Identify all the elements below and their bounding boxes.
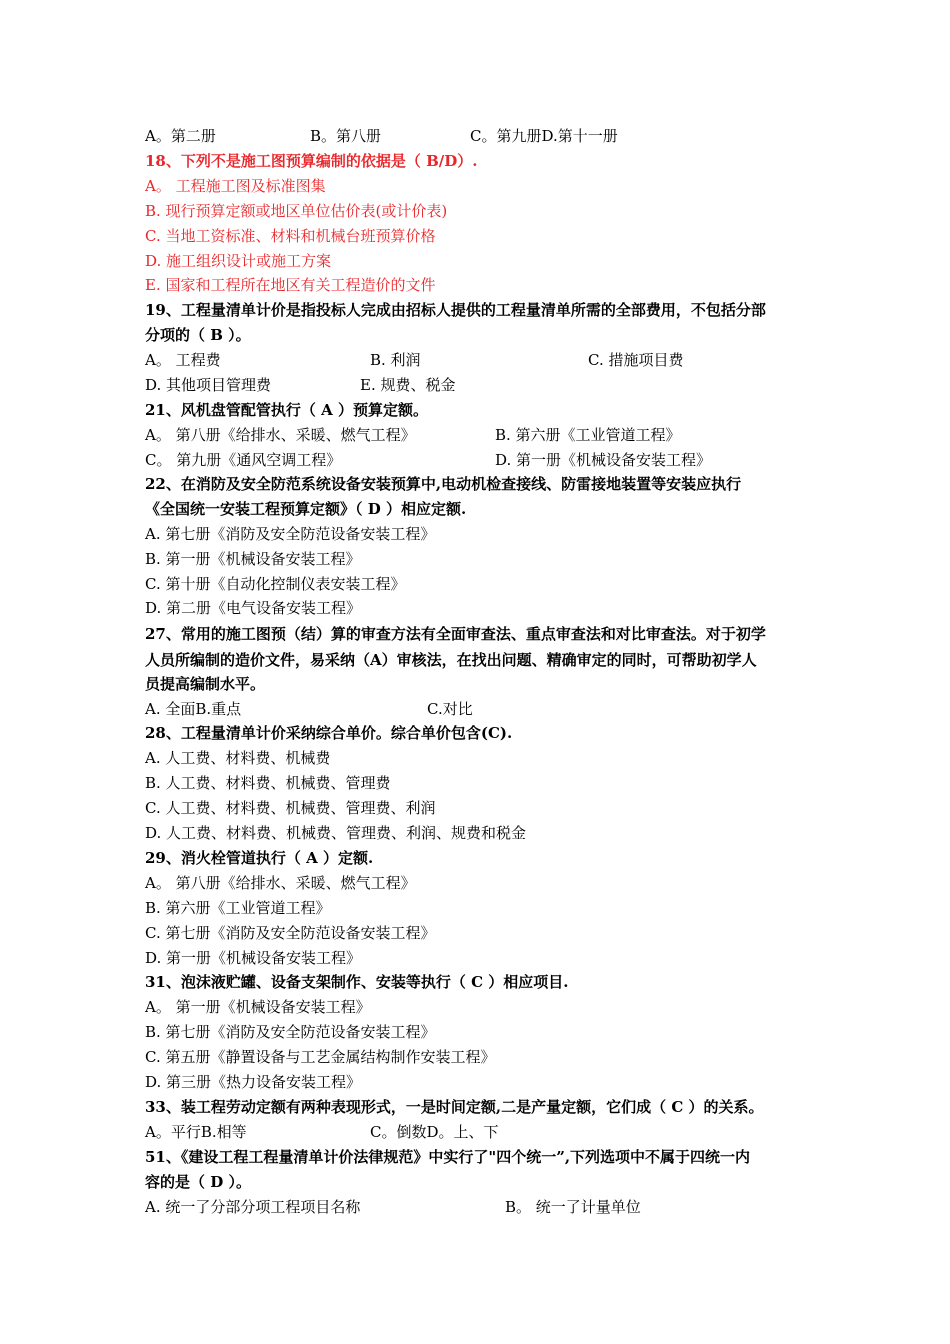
question-33: 33、装工程劳动定额有两种表现形式，一是时间定额,二是产量定额，它们成（ C ）的关系。	[145, 1098, 764, 1116]
q18-option-e: E. 国家和工程所在地区有关工程造价的文件	[145, 276, 436, 294]
q31-option-b: B. 第七册《消防及安全防范设备安装工程》	[145, 1023, 436, 1041]
option-c: C.对比	[427, 700, 473, 718]
q17-options	[145, 126, 618, 146]
q19-options-row1	[145, 350, 683, 370]
question-27-line3: 员提高编制水平。	[145, 675, 266, 693]
option-c: C。 第九册《通风空调工程》	[145, 451, 342, 469]
question-21: 21、风机盘管配管执行（ A ）预算定额。	[145, 401, 428, 419]
option-ab: A。平行B.相等	[145, 1123, 247, 1141]
q18-option-a: A。 工程施工图及标准图集	[145, 177, 326, 195]
question-18: 18、下列不是施工图预算编制的依据是（ B/D）.	[145, 152, 478, 170]
question-19-line2: 分项的（ B ）。	[145, 326, 251, 344]
option-a: A。 工程费	[145, 351, 221, 369]
question-31: 31、泡沫液贮罐、设备支架制作、安装等执行（ C ）相应项目.	[145, 973, 569, 991]
q29-option-b: B. 第六册《工业管道工程》	[145, 899, 331, 917]
q22-option-d: D. 第二册《电气设备安装工程》	[145, 599, 362, 617]
option-b: B。 统一了计量单位	[505, 1198, 641, 1216]
question-51-line1: 51、《建设工程工程量清单计价法律规范》中实行了"四个统一”,下列选项中不属于四统一内	[145, 1148, 751, 1166]
option-b: B. 利润	[370, 351, 421, 369]
q27-options	[145, 699, 473, 719]
q29-option-a: A。 第八册《给排水、采暖、燃气工程》	[145, 874, 416, 892]
question-51-line2: 容的是（ D ）。	[145, 1173, 251, 1191]
option-b: B。第八册	[310, 127, 382, 145]
q21-options-row1	[145, 425, 681, 445]
q31-option-a: A。 第一册《机械设备安装工程》	[145, 998, 371, 1016]
option-a: A。 第八册《给排水、采暖、燃气工程》	[145, 426, 416, 444]
q18-option-b: B. 现行预算定额或地区单位估价表(或计价表)	[145, 202, 448, 220]
q18-option-d: D. 施工组织设计或施工方案	[145, 252, 332, 270]
option-b: B. 第六册《工业管道工程》	[495, 426, 681, 444]
option-ab: A. 全面B.重点	[145, 700, 242, 718]
q18-option-c: C. 当地工资标准、材料和机械台班预算价格	[145, 227, 436, 245]
q28-option-c: C. 人工费、材料费、机械费、管理费、利润	[145, 799, 436, 817]
q31-option-c: C. 第五册《静置设备与工艺金属结构制作安装工程》	[145, 1048, 496, 1066]
q28-option-b: B. 人工费、材料费、机械费、管理费	[145, 774, 391, 792]
question-19-line1: 19、工程量清单计价是指投标人完成由招标人提供的工程量清单所需的全部费用，不包括分部	[145, 301, 766, 319]
q22-option-a: A. 第七册《消防及安全防范设备安装工程》	[145, 525, 436, 543]
question-27-line2: 人员所编制的造价文件，易采纳（A）审核法，在找出问题、精确审定的同时，可帮助初学人	[145, 651, 757, 669]
option-a: A。第二册	[145, 127, 216, 145]
q21-options-row2	[145, 450, 711, 470]
option-c: C. 措施项目费	[588, 351, 684, 369]
question-22-line2: 《全国统一安装工程预算定额》（ D ）相应定额.	[145, 500, 467, 518]
q28-option-a: A. 人工费、材料费、机械费	[145, 749, 331, 767]
q28-option-d: D. 人工费、材料费、机械费、管理费、利润、规费和税金	[145, 824, 527, 842]
option-cd: C。第九册D.第十一册	[470, 127, 618, 145]
option-d: D. 第一册《机械设备安装工程》	[495, 451, 712, 469]
option-a: A. 统一了分部分项工程项目名称	[145, 1198, 361, 1216]
option-cd: C。倒数D。上、下	[370, 1123, 499, 1141]
question-28: 28、工程量清单计价采纳综合单价。综合单价包含(C).	[145, 724, 513, 742]
option-e: E. 规费、税金	[360, 376, 456, 394]
q19-options-row2	[145, 375, 456, 395]
q31-option-d: D. 第三册《热力设备安装工程》	[145, 1073, 362, 1091]
q29-option-c: C. 第七册《消防及安全防范设备安装工程》	[145, 924, 436, 942]
question-29: 29、消火栓管道执行（ A ）定额.	[145, 849, 374, 867]
q22-option-b: B. 第一册《机械设备安装工程》	[145, 550, 361, 568]
q33-options	[145, 1122, 499, 1142]
q22-option-c: C. 第十册《自动化控制仪表安装工程》	[145, 575, 406, 593]
option-d: D. 其他项目管理费	[145, 376, 272, 394]
question-27-line1: 27、常用的施工图预（结）算的审查方法有全面审查法、重点审查法和对比审查法。对于初学	[145, 625, 766, 643]
question-22-line1: 22、在消防及安全防范系统设备安装预算中,电动机检查接线、防雷接地装置等安装应执行	[145, 475, 742, 493]
q29-option-d: D. 第一册《机械设备安装工程》	[145, 949, 362, 967]
q51-options	[145, 1197, 641, 1217]
